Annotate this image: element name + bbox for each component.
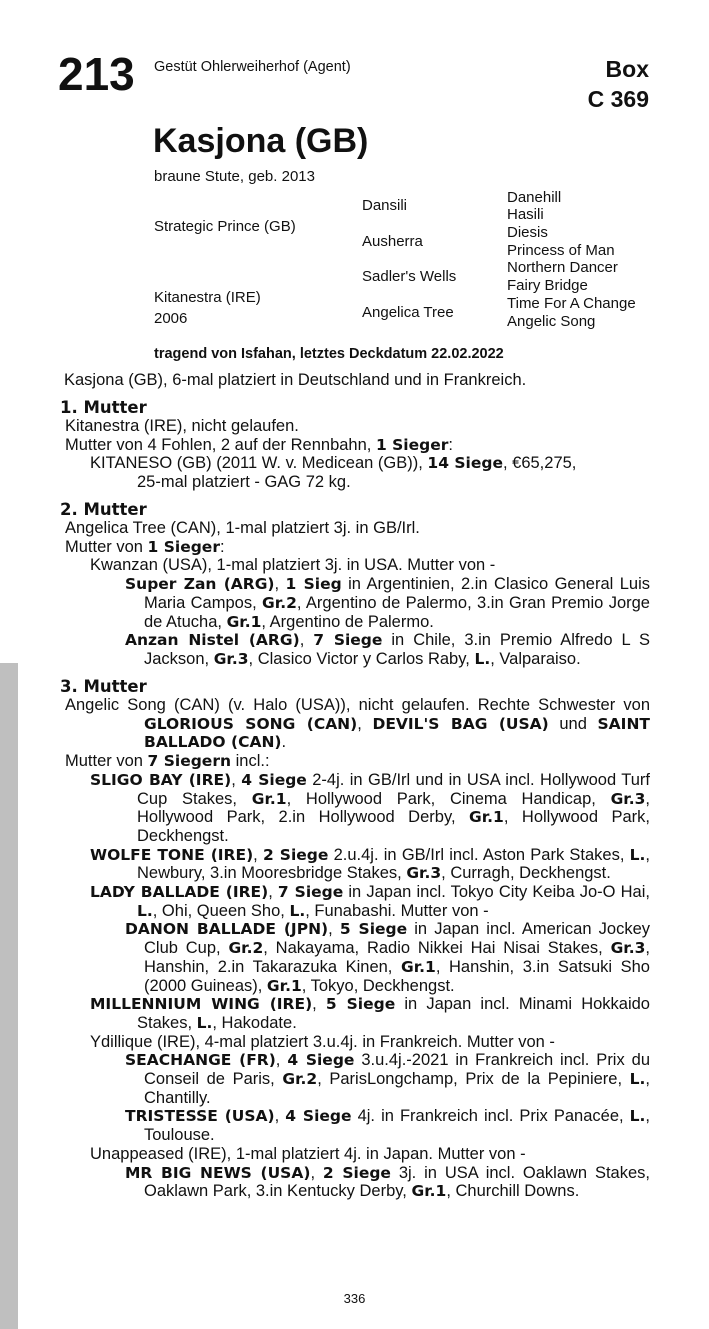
ped-ddd: Angelic Song bbox=[507, 313, 596, 330]
ped-ds: Sadler's Wells bbox=[362, 268, 457, 285]
race-summary: Kasjona (GB), 6-mal platziert in Deutschland und in Frankreich. bbox=[64, 371, 527, 389]
progeny-entry: LADY BALLADE (IRE), 7 Siege in Japan incl. Tokyo City Keiba Jo-O Hai, L., Ohi, Queen Sho, L., Funabashi. Mutter von - bbox=[90, 883, 650, 920]
progeny-entry: WOLFE TONE (IRE), 2 Siege 2.u.4j. in GB/Irl incl. Aston Park Stakes, L., Newbury, 3.in Mooresbridge Stakes, Gr.3, Curragh, Deckhengst. bbox=[90, 845, 651, 883]
progeny-entry: TRISTESSE (USA), 4 Siege 4j. in Frankreich incl. Prix Panacée, L., Toulouse. bbox=[125, 1107, 651, 1145]
ped-sss: Danehill bbox=[507, 189, 562, 206]
ped-sire: Strategic Prince (GB) bbox=[154, 218, 296, 235]
progeny-entry: KITANESO (GB) (2011 W. v. Medicean (GB)), 14 Siege, €65,275, 25-mal platziert - GAG 72 kg. bbox=[90, 454, 577, 492]
ped-dd: Angelica Tree bbox=[362, 304, 454, 321]
box-number: C 369 bbox=[587, 86, 649, 112]
progeny-entry: SLIGO BAY (IRE), 4 Siege 2-4j. in GB/Irl und in USA incl. Hollywood Turf Cup Stakes, Gr.1, Hollywood Park, Cinema Handicap, Gr.3, Hollywood Park, 2.in Hollywood Derby, Gr.1, Hollywood Park, Deckhengst. bbox=[90, 770, 651, 845]
dam-line: Angelic Song (CAN) (v. Halo (USA)), nicht gelaufen. Rechte Schwester von GLORIOUS SONG (CAN), DEVIL'S BAG (USA) und SAINT BALLADO (CAN). bbox=[65, 696, 650, 752]
progeny-line: Unappeased (IRE), 1-mal platziert 4j. in Japan. Mutter von - bbox=[90, 1144, 526, 1163]
ped-dsd: Fairy Bridge bbox=[507, 277, 588, 294]
ped-sdd: Princess of Man bbox=[507, 242, 615, 259]
progeny-line: Ydillique (IRE), 4-mal platziert 3.u.4j. in Frankreich. Mutter von - bbox=[90, 1032, 555, 1051]
progeny-entry: Anzan Nistel (ARG), 7 Siege in Chile, 3.in Premio Alfredo L S Jackson, Gr.3, Clasico Victor y Carlos Raby, L., Valparaiso. bbox=[125, 631, 651, 668]
produce-line: Mutter von 1 Sieger: bbox=[65, 537, 225, 556]
box-label: Box bbox=[605, 56, 649, 82]
consignor: Gestüt Ohlerweiherhof (Agent) bbox=[154, 59, 351, 75]
ped-dds: Time For A Change bbox=[507, 295, 636, 312]
produce-line: Mutter von 4 Fohlen, 2 auf der Rennbahn, 1 Sieger: bbox=[65, 435, 453, 454]
ped-sds: Diesis bbox=[507, 224, 548, 241]
dam-line: Angelica Tree (CAN), 1-mal platziert 3j. in GB/Irl. bbox=[65, 519, 420, 537]
produce-line: Mutter von 7 Siegern incl.: bbox=[65, 752, 270, 771]
ped-dam-year: 2006 bbox=[154, 310, 188, 327]
covering-note: tragend von Isfahan, letztes Deckdatum 22.02.2022 bbox=[154, 346, 504, 362]
second-dam-section bbox=[60, 500, 650, 669]
dam-line: Kitanestra (IRE), nicht gelaufen. bbox=[65, 417, 299, 435]
ped-ss: Dansili bbox=[362, 197, 408, 214]
progeny-entry: SEACHANGE (FR), 4 Siege 3.u.4j.-2021 in Frankreich incl. Prix du Conseil de Paris, Gr.2, ParisLongchamp, Prix de la Pepiniere, L., Chantilly. bbox=[125, 1051, 651, 1107]
horse-name: Kasjona (GB) bbox=[153, 122, 369, 160]
progeny-entry: Super Zan (ARG), 1 Sieg in Argentinien, 2.in Clasico General Luis Maria Campos, Gr.2, Argentino de Palermo, 3.in Gran Premio Jorge de Atucha, Gr.1, Argentino de Palermo. bbox=[125, 575, 650, 631]
horse-description: braune Stute, geb. 2013 bbox=[154, 168, 315, 185]
page-number: 336 bbox=[343, 1291, 366, 1306]
section-heading: 2. Mutter bbox=[60, 500, 147, 519]
third-dam-section bbox=[60, 677, 650, 1201]
section-heading: 3. Mutter bbox=[60, 677, 147, 696]
section-heading: 1. Mutter bbox=[60, 398, 147, 417]
first-dam-section bbox=[60, 398, 650, 492]
box-location bbox=[588, 54, 649, 114]
ped-ssd: Hasili bbox=[507, 206, 544, 223]
progeny-entry: DANON BALLADE (JPN), 5 Siege in Japan incl. American Jockey Club Cup, Gr.2, Nakayama, Radio Nikkei Hai Nisai Stakes, Gr.3, Hanshin, 2.in Takarazuka Kinen, Gr.1, Hanshin, 3.in Satsuki Sho (2000 Guineas), Gr.1, Tokyo, Deckhengst. bbox=[125, 920, 650, 995]
progeny-entry: MILLENNIUM WING (IRE), 5 Siege in Japan incl. Minami Hokkaido Stakes, L., Hakodate. bbox=[90, 995, 650, 1032]
ped-sd: Ausherra bbox=[362, 233, 423, 250]
lot-number: 213 bbox=[58, 48, 135, 100]
progeny-entry: MR BIG NEWS (USA), 2 Siege 3j. in USA incl. Oaklawn Stakes, Oaklawn Park, 3.in Kentucky Derby, Gr.1, Churchill Downs. bbox=[125, 1163, 650, 1201]
ped-dam: Kitanestra (IRE) bbox=[154, 289, 261, 306]
ped-dss: Northern Dancer bbox=[507, 259, 618, 276]
side-tab-bar bbox=[0, 663, 18, 1329]
progeny-line: Kwanzan (USA), 1-mal platziert 3j. in USA. Mutter von - bbox=[90, 556, 496, 575]
